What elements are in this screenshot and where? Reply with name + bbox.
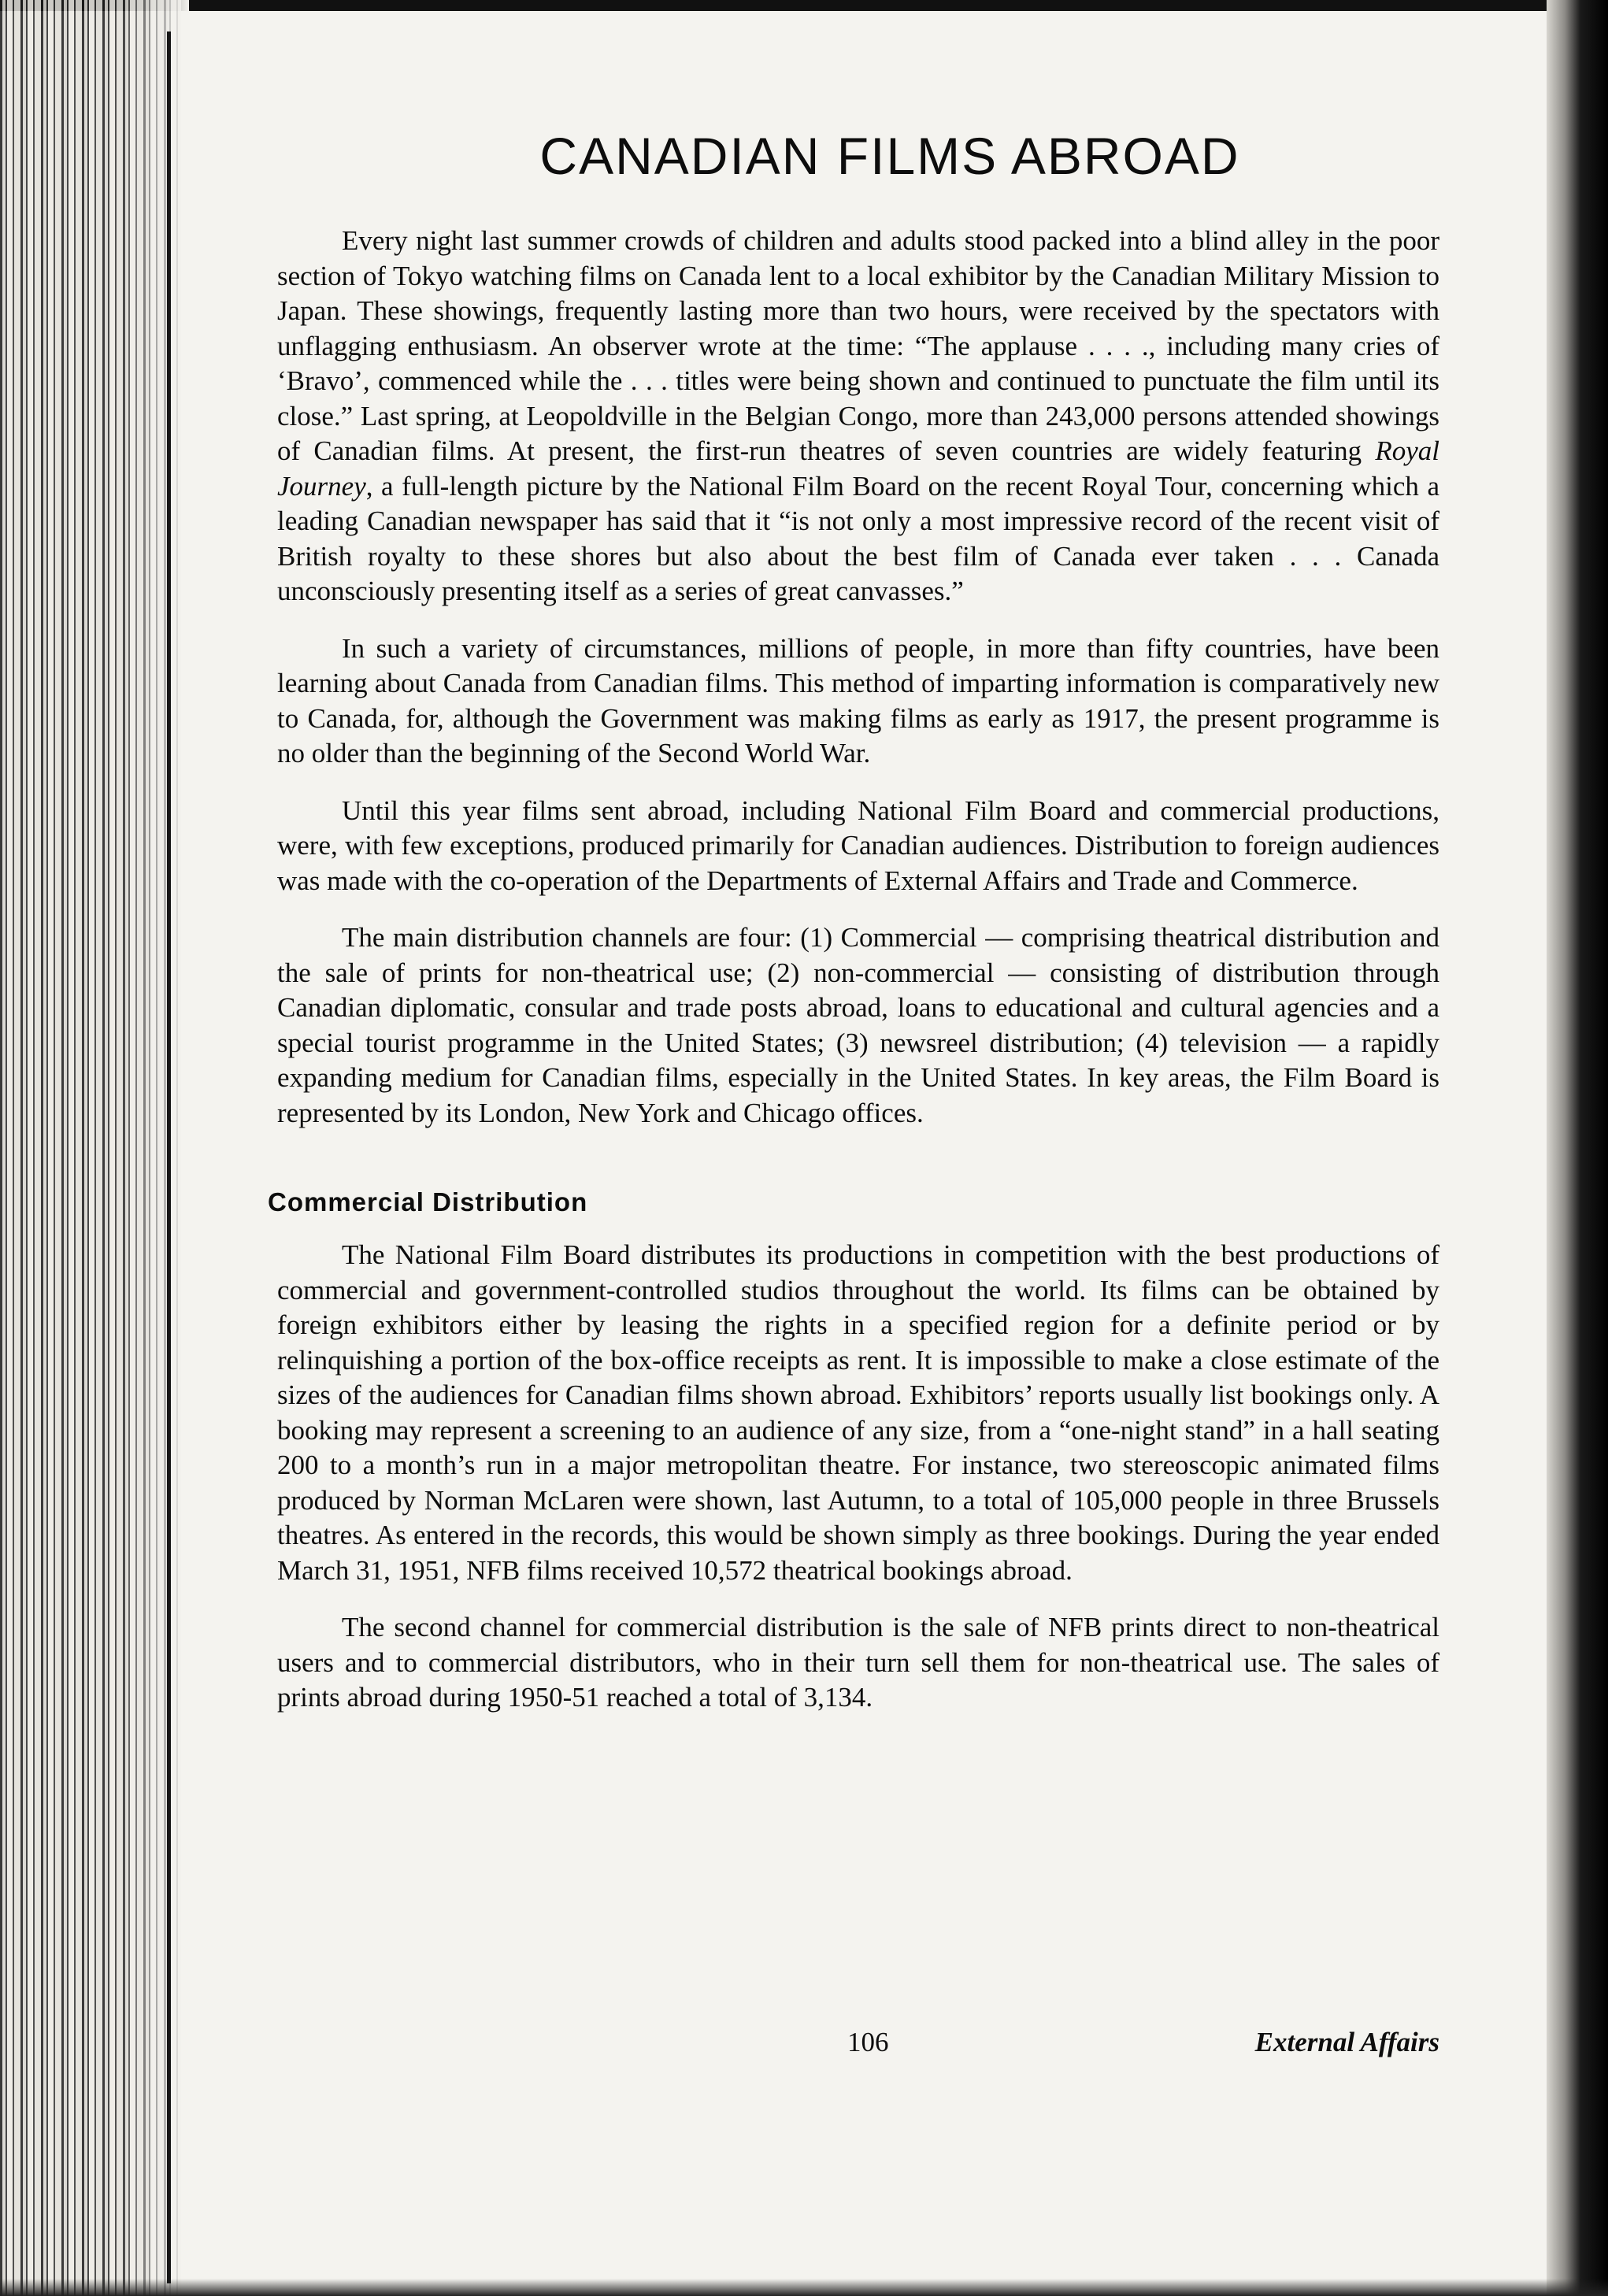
page-footer [277, 2027, 1439, 2066]
scan-binding-rule [167, 31, 171, 2283]
paragraph-6: The second channel for commercial distribution is the sale of NFB prints direct to non-theatrical users and to commercial distributors, who in their turn sell them for non-theatrical use. The sales of prints abroad during 1950-51 reached a total of 3,134. [277, 1612, 1439, 1713]
film-title-royal-journey: Royal Journey [277, 435, 1439, 502]
scan-bottom-edge [0, 2279, 1608, 2296]
publication-name: External Affairs [1254, 2027, 1439, 2057]
article-title: CANADIAN FILMS ABROAD [539, 127, 1240, 185]
paragraph-1-text-a: Every night last summer crowds of children and adults stood packed into a blind alley in the poor section of Tokyo watching films on Canada lent to a local exhibitor by the Canadian Military Mission to Japan. These showings, frequently lasting more than two hours, were received by the spectators with unflagging enthusiasm. An observer wrote at the time: “The applause . . . ., including many cries of ‘Bravo’, commenced while the . . . titles were being shown and continued to punctuate the film until its close.” Last spring, at Leopoldville in the Belgian Congo, more than 243,000 persons attended showings of Canadian films. At present, the first-run theatres of seven countries are widely featuring [277, 225, 1439, 466]
paragraph-5: The National Film Board distributes its productions in competition with the best productions of commercial and government-controlled studios throughout the world. Its films can be obtained by foreign exhibitors either by leasing the rights in a specified region for a definite period or by relinquishing a portion of the box-office receipts as rent. It is impossible to make a close estimate of the sizes of the audiences for Canadian films shown abroad. Exhibitors’ reports usually list bookings only. A booking may represent a screening to an audience of any size, from a “one-night stand” in a hall seating 200 to a month’s run in a major metropolitan theatre. For instance, two stereoscopic animated films produced by Norman McLaren were shown, last Autumn, to a total of 105,000 people in three Brussels theatres. As entered in the records, this would be shown simply as three bookings. During the year ended March 31, 1951, NFB films received 10,572 theatrical bookings abroad. [277, 1239, 1439, 1586]
paragraph-4: The main distribution channels are four: (1) Commercial — comprising theatrical distribution and the sale of prints for non-theatrical use; (2) non-commercial — consisting of distribution through Canadian diplomatic, consular and trade posts abroad, loans to educational and cultural agencies and a special tourist programme in the United States; (3) newsreel distribution; (4) television — a rapidly expanding medium for Canadian films, especially in the United States. In key areas, the Film Board is represented by its London, New York and Chicago offices. [277, 922, 1439, 1128]
paragraph-2: In such a variety of circumstances, millions of people, in more than fifty countries, have been learning about Canada from Canadian films. This method of imparting information is comparatively new to Canada, for, although the Government was making films as early as 1917, the present programme is no older than the beginning of the Second World War. [277, 632, 1439, 768]
page-number: 106 [847, 2027, 889, 2057]
document-page [268, 126, 1439, 1738]
scan-right-edge [1547, 0, 1608, 2296]
section-heading-commercial-distribution: Commercial Distribution [268, 1187, 588, 1217]
paragraph-3: Until this year films sent abroad, including National Film Board and commercial productions, were, with few exceptions, produced primarily for Canadian audiences. Distribution to foreign audiences was made with the co-operation of the Departments of External Affairs and Trade and Commerce. [277, 794, 1439, 896]
scan-binding-shadow [118, 0, 189, 2296]
paragraph-1-text-b: , a full-length picture by the National Film Board on the recent Royal Tour, concerning which a leading Canadian newspaper has said that it “is not only a most impressive record of the recent visit of British royalty to these shores but also about the best film of Canada ever taken . . . Canada unconsciously presenting itself as a series of great canvasses.” [277, 470, 1439, 606]
paragraph-1 [277, 224, 1439, 609]
scan-top-edge [0, 0, 1608, 11]
